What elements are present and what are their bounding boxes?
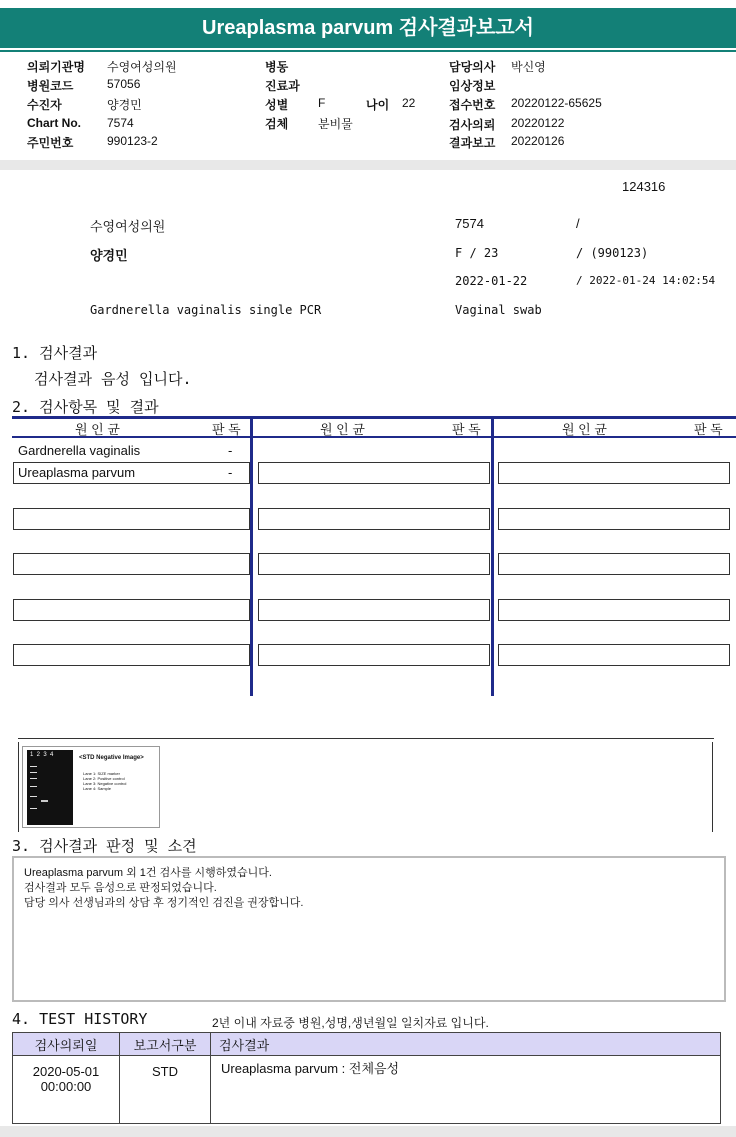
specimen-value: 분비물: [318, 117, 353, 131]
age-value: 22: [402, 96, 416, 110]
col3-judgment-header: 판 독: [694, 422, 723, 437]
history-date: 2020-05-01: [32, 1064, 100, 1079]
gel-top-rule: [18, 738, 714, 739]
request-value: 20220122: [511, 116, 565, 130]
clinic-label: 의뢰기관명: [27, 60, 85, 74]
title-underline: [0, 50, 736, 52]
patient-label: 수진자: [27, 98, 62, 112]
result-cell-empty: [258, 508, 490, 530]
report-slash: /: [576, 216, 580, 231]
result-cell-empty: [258, 644, 490, 666]
request-label: 검사의뢰: [449, 118, 496, 132]
history-header-type: 보고서구분: [120, 1033, 211, 1056]
doctor-label: 담당의사: [449, 60, 496, 74]
dept-label: 진료과: [265, 79, 300, 93]
result-cell-empty: [13, 644, 250, 666]
col2-pathogen-header: 원 인 균: [320, 422, 365, 437]
header-separator: [0, 160, 736, 170]
result-cell-empty: [258, 599, 490, 621]
result-cell-empty: [13, 553, 250, 575]
finding-line-1: Ureaplasma parvum 외 1건 검사를 시행하였습니다.: [24, 867, 272, 879]
column-divider-2: [491, 416, 494, 696]
report-date-reported: / 2022-01-24 14:02:54: [576, 274, 716, 287]
result-name-1: Gardnerella vaginalis: [18, 443, 141, 458]
result-cell-empty: [498, 644, 730, 666]
report-title: Ureaplasma parvum 검사결과보고서: [0, 8, 736, 48]
result-name-2: Ureaplasma parvum: [18, 465, 136, 480]
section3-title: 3. 검사결과 판정 및 소견: [12, 837, 197, 855]
column-divider-1: [250, 416, 253, 696]
gel-lanes: [27, 750, 73, 825]
result-cell-empty: [13, 508, 250, 530]
table-head-rule: [12, 436, 736, 438]
col1-judgment-header: 판 독: [212, 422, 241, 437]
findings-box: [12, 856, 726, 1002]
doctor-value: 박신영: [511, 60, 546, 74]
history-header-result: 검사결과: [211, 1033, 721, 1056]
gel-lane-numbers: 1 2 3 4: [30, 752, 54, 758]
section2-title: 2. 검사항목 및 결과: [12, 398, 159, 416]
history-result: Ureaplasma parvum : 전체음성: [211, 1056, 721, 1124]
gel-legend: Lane 1: SIZE marker Lane 2: Positive control Lane 3: Negative control Lane 4: Sample: [83, 771, 127, 791]
footer-bar: [0, 1126, 736, 1137]
report-sex-age: F / 23: [455, 246, 499, 260]
report-birth: / (990123): [576, 246, 649, 260]
result-cell-empty: [258, 462, 490, 484]
clinic-value: 수영여성의원: [107, 60, 177, 74]
receipt-label: 접수번호: [449, 98, 496, 112]
result-value-2: -: [228, 465, 233, 480]
chart-label: Chart No.: [27, 116, 81, 130]
chart-value: 7574: [107, 116, 134, 130]
gel-title: <STD Negative Image>: [79, 755, 144, 761]
finding-line-3: 담당 의사 선생님과의 상담 후 정기적인 검진을 권장합니다.: [24, 897, 304, 909]
report-test-name: Gardnerella vaginalis single PCR: [90, 303, 322, 317]
report-number: 124316: [622, 179, 666, 194]
result-cell-empty: [498, 462, 730, 484]
result-cell-empty: [258, 553, 490, 575]
history-time: 00:00:00: [40, 1079, 92, 1094]
id-label: 주민번호: [27, 136, 74, 150]
history-date-cell: [13, 1056, 120, 1124]
report-patient: 양경민: [90, 248, 128, 263]
finding-line-2: 검사결과 모두 음성으로 판정되었습니다.: [24, 882, 217, 894]
specimen-label: 검체: [265, 117, 289, 131]
report-date-value: 20220126: [511, 134, 565, 148]
result-row-2: [13, 462, 250, 484]
age-label: 나이: [366, 98, 390, 112]
col3-pathogen-header: 원 인 균: [562, 422, 607, 437]
col1-pathogen-header: 원 인 균: [75, 422, 120, 437]
result-cell-empty: [13, 599, 250, 621]
table-top-rule: [12, 416, 736, 419]
result-cell-empty: [498, 508, 730, 530]
history-header-row: [13, 1033, 721, 1056]
clinical-label: 임상정보: [449, 79, 496, 93]
gel-image: [22, 746, 160, 828]
history-row: [13, 1056, 721, 1124]
sex-label: 성별: [265, 98, 289, 112]
report-chart: 7574: [455, 216, 484, 231]
section1-result: 검사결과 음성 입니다.: [34, 370, 192, 388]
sex-value: F: [318, 96, 326, 110]
history-note: 2년 이내 자료중 병원,성명,생년월일 일치자료 입니다.: [212, 1016, 489, 1030]
patient-value: 양경민: [107, 98, 142, 112]
report-specimen: Vaginal swab: [455, 303, 542, 317]
result-cell-empty: [498, 599, 730, 621]
section1-title: 1. 검사결과: [12, 344, 98, 362]
col2-judgment-header: 판 독: [452, 422, 481, 437]
history-table: [12, 1032, 721, 1124]
ward-label: 병동: [265, 60, 289, 74]
receipt-value: 20220122-65625: [511, 96, 602, 110]
section4-title: 4. TEST HISTORY: [12, 1010, 148, 1028]
report-date-received: 2022-01-22: [455, 274, 528, 288]
id-value: 990123-2: [107, 134, 158, 148]
history-header-date: 검사의뢰일: [13, 1033, 120, 1056]
result-cell-empty: [498, 553, 730, 575]
history-type: STD: [120, 1056, 211, 1124]
code-value: 57056: [107, 77, 141, 91]
report-clinic: 수영여성의원: [90, 219, 166, 234]
result-value-1: -: [228, 443, 233, 458]
code-label: 병원코드: [27, 79, 74, 93]
report-date-label: 결과보고: [449, 136, 496, 150]
